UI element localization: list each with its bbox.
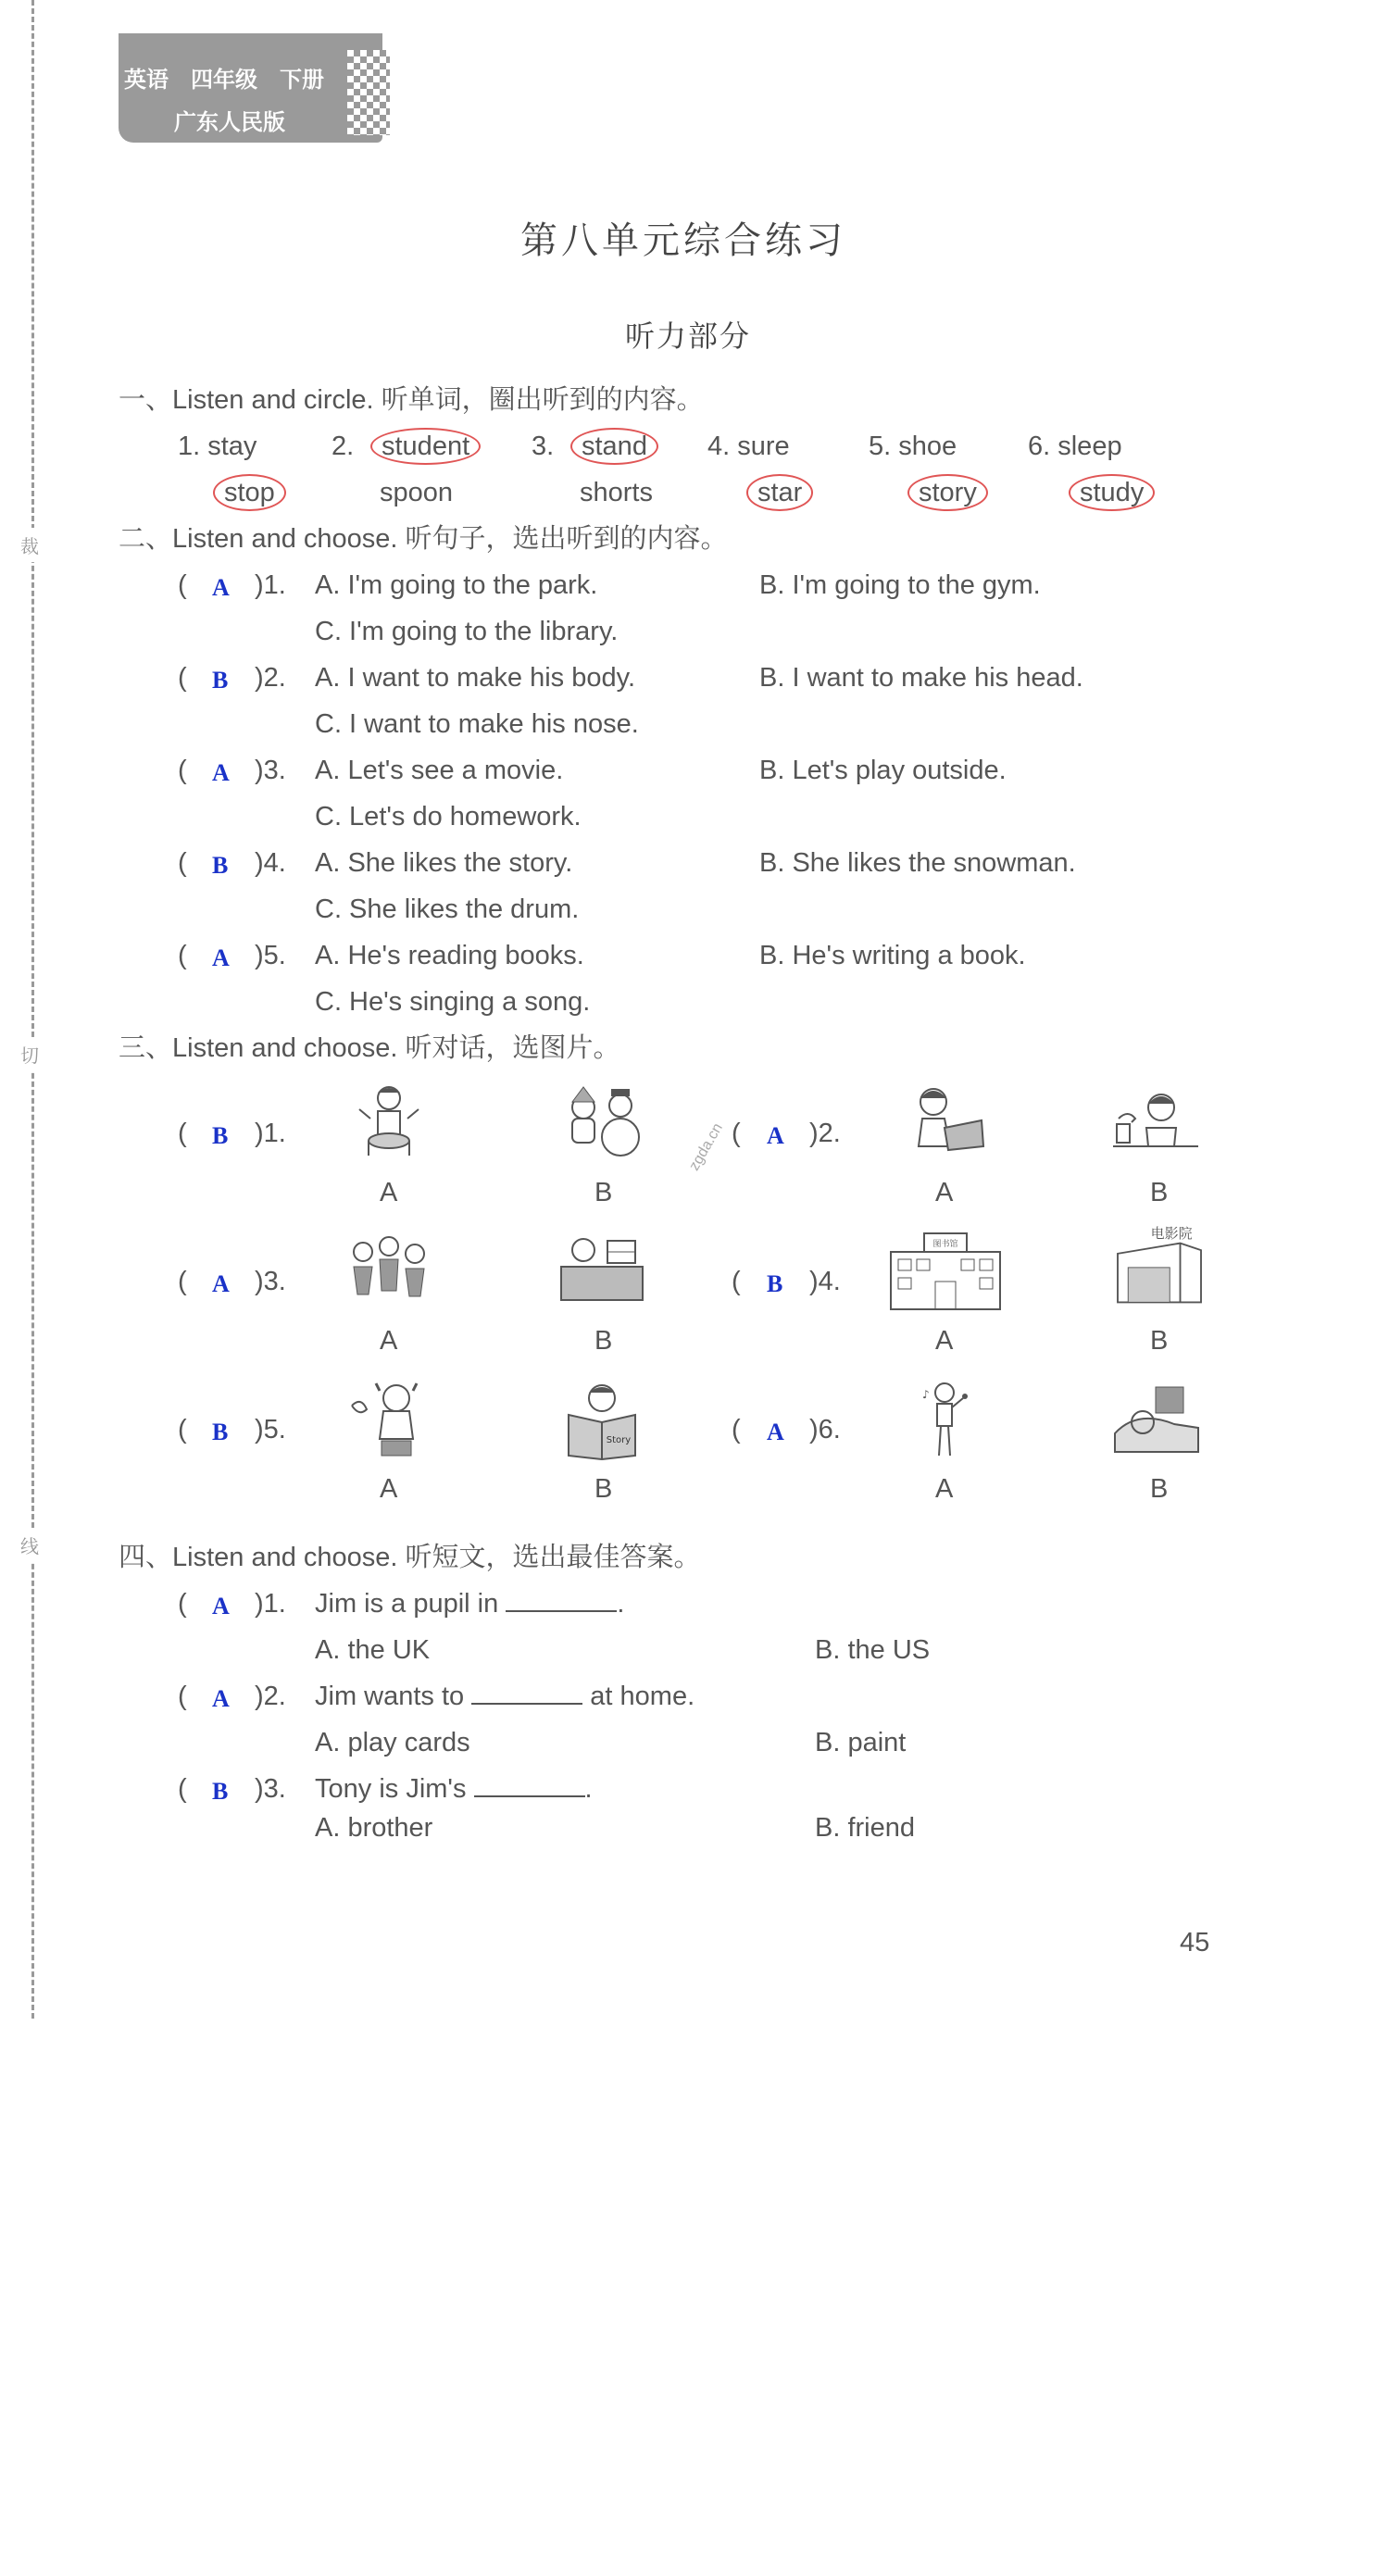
answer-letter: A: [212, 759, 230, 786]
paren-open: (: [178, 1267, 187, 1296]
option-b: B. the US: [815, 1635, 931, 1665]
cut-line: [31, 0, 34, 2019]
answer-letter: B: [212, 1122, 229, 1149]
paren-open: (: [178, 848, 187, 878]
question-text-end: at home.: [590, 1682, 695, 1711]
s1-option-3: shorts: [580, 478, 653, 507]
cut-mark-1: 裁: [20, 528, 39, 562]
question-number: )3.: [255, 1774, 286, 1804]
paren-open: (: [178, 756, 187, 785]
cinema-building-picture: [1107, 1224, 1211, 1307]
header-checker-decoration: [347, 50, 390, 135]
question-number: )4.: [255, 848, 286, 878]
option-label-b: B: [594, 1326, 613, 1356]
question-number: )5.: [255, 941, 286, 970]
option-c: C. She likes the drum.: [315, 894, 580, 924]
answer-letter: B: [767, 1270, 783, 1297]
boy-laptop-picture: [898, 1082, 991, 1165]
snowman-picture: [556, 1082, 648, 1165]
s1-word-5: 5. shoe: [869, 431, 957, 461]
section1-heading: 一、Listen and circle. 听单词，圈出听到的内容。: [119, 385, 704, 415]
s1-num-3: 3.: [532, 431, 555, 461]
question-number: )2.: [255, 663, 286, 693]
book-cover-text: Story: [606, 1435, 632, 1445]
option-label-a: A: [380, 1326, 398, 1356]
option-c: C. I want to make his nose.: [315, 709, 639, 739]
option-label-a: A: [935, 1326, 954, 1356]
answer-circle: stand: [570, 428, 658, 465]
question-number: )3.: [255, 756, 286, 785]
paren-open: (: [732, 1267, 741, 1296]
question-number: )4.: [809, 1267, 841, 1296]
paren-open: (: [178, 1415, 187, 1444]
section-subtitle: 听力部分: [625, 319, 752, 354]
s1-word-2: [380, 433, 481, 460]
question-number: )6.: [809, 1415, 841, 1444]
question-number: )2.: [255, 1682, 286, 1711]
answer-circle: stop: [213, 474, 286, 511]
paren-open: (: [178, 570, 187, 600]
answer-blank: [506, 1610, 617, 1612]
answer-letter: B: [212, 667, 229, 694]
paren-open: (: [732, 1119, 741, 1148]
option-b: B. friend: [815, 1813, 915, 1843]
child-writing-picture: [1109, 1082, 1202, 1165]
book-header: [119, 33, 382, 143]
paren-open: (: [732, 1415, 741, 1444]
question-number: )5.: [255, 1415, 286, 1444]
paren-open: (: [178, 1589, 187, 1619]
s1-word-4: 4. sure: [707, 431, 790, 461]
answer-circle: star: [746, 474, 813, 511]
option-a: A. She likes the story.: [315, 848, 573, 878]
question-number: )1.: [255, 1119, 286, 1148]
question-number: )1.: [255, 570, 286, 600]
s1-option-1: [222, 480, 286, 506]
drum-boy-picture: [343, 1082, 435, 1165]
option-b: B. She likes the snowman.: [759, 848, 1076, 878]
option-label-a: A: [380, 1178, 398, 1207]
question-text: [315, 1591, 624, 1618]
question-text-start: Tony is Jim's: [315, 1774, 467, 1804]
option-a: A. He's reading books.: [315, 941, 584, 970]
girl-reading-story-picture: [556, 1378, 648, 1461]
option-c: C. He's singing a song.: [315, 987, 591, 1017]
option-b: B. paint: [815, 1728, 907, 1757]
question-number: )3.: [255, 1267, 286, 1296]
section4-heading: 四、Listen and choose. 听短文，选出最佳答案。: [119, 1543, 701, 1572]
question-text-end: .: [617, 1589, 625, 1619]
girl-phone-picture: [343, 1378, 435, 1461]
answer-letter: A: [212, 1685, 230, 1712]
answer-letter: A: [767, 1122, 784, 1149]
paren-open: (: [178, 663, 187, 693]
paren-open: (: [178, 941, 187, 970]
option-b: B. Let's play outside.: [759, 756, 1007, 785]
kids-playing-picture: [343, 1230, 435, 1313]
question-text: [315, 1683, 694, 1710]
answer-letter: A: [767, 1419, 784, 1445]
answer-blank: [471, 1703, 582, 1705]
boy-singing-picture: [898, 1378, 991, 1461]
option-a: A. brother: [315, 1813, 433, 1843]
cinema-sign: 电影院: [1150, 1225, 1193, 1242]
cut-mark-3: 线: [20, 1528, 39, 1562]
answer-letter: B: [212, 852, 229, 879]
header-line1: 英语 四年级 下册: [124, 67, 324, 93]
s1-option-2: spoon: [380, 478, 454, 507]
s1-option-6: [1078, 480, 1155, 506]
answer-circle: student: [370, 428, 481, 465]
option-label-b: B: [1150, 1474, 1169, 1504]
answer-circle: story: [907, 474, 988, 511]
answer-circle: study: [1069, 474, 1155, 511]
s1-word-3: [580, 433, 658, 460]
option-label-b: B: [594, 1474, 613, 1504]
answer-letter: B: [212, 1778, 229, 1805]
option-b: B. I'm going to the gym.: [759, 570, 1041, 600]
section2-heading: 二、Listen and choose. 听句子，选出听到的内容。: [119, 524, 728, 554]
paren-open: (: [178, 1682, 187, 1711]
watermark: zgda.cn: [686, 1120, 726, 1174]
option-label-b: B: [1150, 1178, 1169, 1207]
library-sign: 图书馆: [932, 1240, 958, 1249]
page-number: 45: [1180, 1928, 1210, 1957]
option-label-a: A: [935, 1178, 954, 1207]
option-a: A. Let's see a movie.: [315, 756, 564, 785]
answer-letter: A: [212, 1593, 230, 1619]
question-text-start: Jim wants to: [315, 1682, 465, 1711]
paren-open: (: [178, 1119, 187, 1148]
question-text: [315, 1776, 593, 1803]
page-title: 第八单元综合练习: [520, 219, 846, 262]
option-a: A. I want to make his body.: [315, 663, 636, 693]
section3-heading: 三、Listen and choose. 听对话，选图片。: [119, 1033, 620, 1063]
library-building-picture: [887, 1230, 1004, 1313]
cut-mark-2: 切: [20, 1037, 39, 1071]
option-c: C. Let's do homework.: [315, 802, 582, 832]
question-text-start: Jim is a pupil in: [315, 1589, 499, 1619]
option-a: A. play cards: [315, 1728, 470, 1757]
option-c: C. I'm going to the library.: [315, 617, 619, 646]
question-number: )2.: [809, 1119, 841, 1148]
s1-word-1: 1. stay: [178, 431, 257, 461]
option-label-b: B: [594, 1178, 613, 1207]
option-label-b: B: [1150, 1326, 1169, 1356]
option-label-a: A: [935, 1474, 954, 1504]
s1-word-6: 6. sleep: [1028, 431, 1122, 461]
option-label-a: A: [380, 1474, 398, 1504]
option-a: A. I'm going to the park.: [315, 570, 598, 600]
answer-blank: [474, 1795, 585, 1797]
option-b: B. He's writing a book.: [759, 941, 1026, 970]
desk-homework-picture: [556, 1230, 648, 1313]
option-b: B. I want to make his head.: [759, 663, 1083, 693]
answer-letter: B: [212, 1419, 229, 1445]
svg-text:♪: ♪: [922, 1388, 930, 1401]
option-a: A. the UK: [315, 1635, 431, 1665]
answer-letter: A: [212, 1270, 230, 1297]
s1-option-5: [917, 480, 988, 506]
question-number: )1.: [255, 1589, 286, 1619]
header-line2: 广东人民版: [174, 109, 285, 135]
paren-open: (: [178, 1774, 187, 1804]
answer-letter: A: [212, 574, 230, 601]
answer-letter: A: [212, 944, 230, 971]
question-text-end: .: [584, 1774, 593, 1804]
child-sleeping-picture: [1109, 1378, 1202, 1461]
s1-num-2: 2.: [332, 431, 355, 461]
s1-option-4: [756, 480, 813, 506]
